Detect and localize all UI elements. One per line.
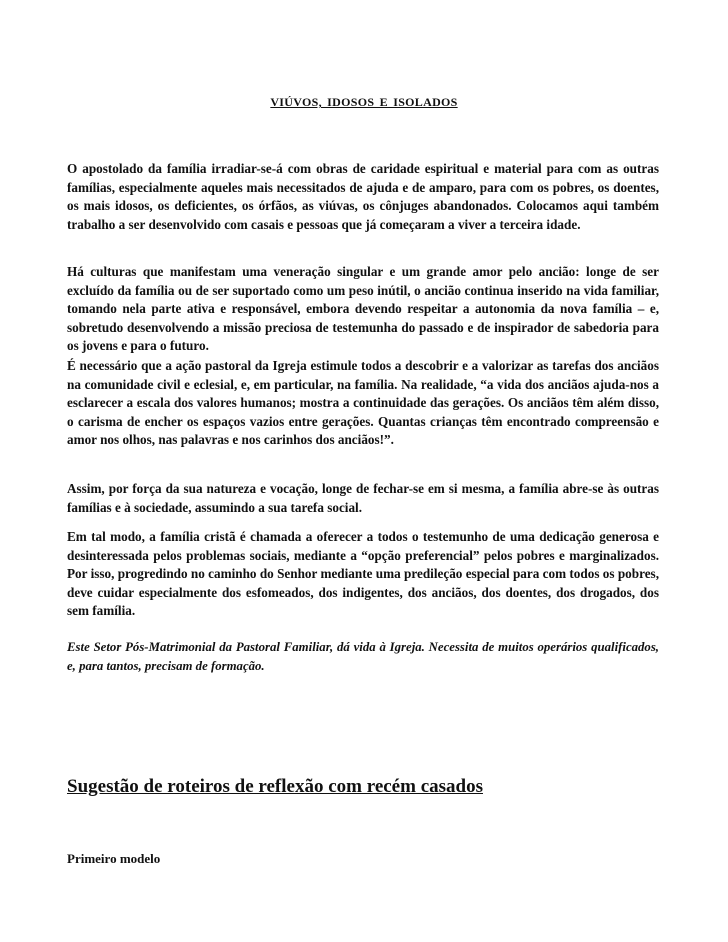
paragraph-natureza-vocacao: Assim, por força da sua natureza e vocação, longe de fechar-se em si mesma, a família abre-se às outras famílias e à sociedade, assumindo a sua tarefa social. <box>67 481 659 515</box>
subheading-primeiro-modelo: Primeiro modelo <box>67 851 161 866</box>
italic-note: Este Setor Pós-Matrimonial da Pastoral Familiar, dá vida à Igreja. Necessita de muitos operários qualificados, e, para tantos, precisam de formação. <box>67 640 659 673</box>
section-heading: Sugestão de roteiros de reflexão com recém casados <box>67 776 483 797</box>
document-title: VIÚVOS, IDOSOS E ISOLADOS <box>270 95 458 109</box>
paragraph-apostolado: O apostolado da família irradiar-se-á com obras de caridade espiritual e material para com as outras famílias, especialmente aqueles mais necessitados de ajuda e de amparo, para com os pobres, os doentes, os mais idosos, os deficientes, os órfãos, as viúvas, os cônjuges abandonados. Colocamos aqui também trabalho a ser desenvolvido com casais e pessoas que já começaram a viver a terceira idade. <box>67 161 659 232</box>
paragraph-culturas: Há culturas que manifestam uma veneração singular e um grande amor pelo ancião: longe de ser excluído da família ou de ser suportado como um peso inútil, o ancião continua inserido na vida familiar, tomando nela parte ativa e responsável, embora devendo respeitar a autonomia da nova família – e, sobretudo desenvolvendo a missão preciosa de testemunha do passado e de inspirador de sabedoria para os jovens e para o futuro. <box>67 264 659 354</box>
paragraph-acao-pastoral: É necessário que a ação pastoral da Igreja estimule todos a descobrir e a valorizar as tarefas dos anciãos na comunidade civil e eclesial, e, em particular, na família. Na realidade, “a vida dos anciãos ajuda-nos a esclarecer a escala dos valores humanos; mostra a continuidade das gerações. Os anciãos têm além disso, o carisma de encher os espaços vazios entre gerações. Quantas crianças têm encontrado compreensão e amor nos olhos, nas palavras e nos carinhos dos anciãos!”. <box>67 358 659 448</box>
paragraph-familia-crista: Em tal modo, a família cristã é chamada a oferecer a todos o testemunho de uma dedicação generosa e desinteressada pelos problemas sociais, mediante a “opção preferencial” pelos pobres e marginalizados. Por isso, progredindo no caminho do Senhor mediante uma predileção especial para com todos os pobres, deve cuidar especialmente dos esfomeados, dos indigentes, dos anciãos, dos doentes, dos drogados, dos sem família. <box>67 529 659 619</box>
